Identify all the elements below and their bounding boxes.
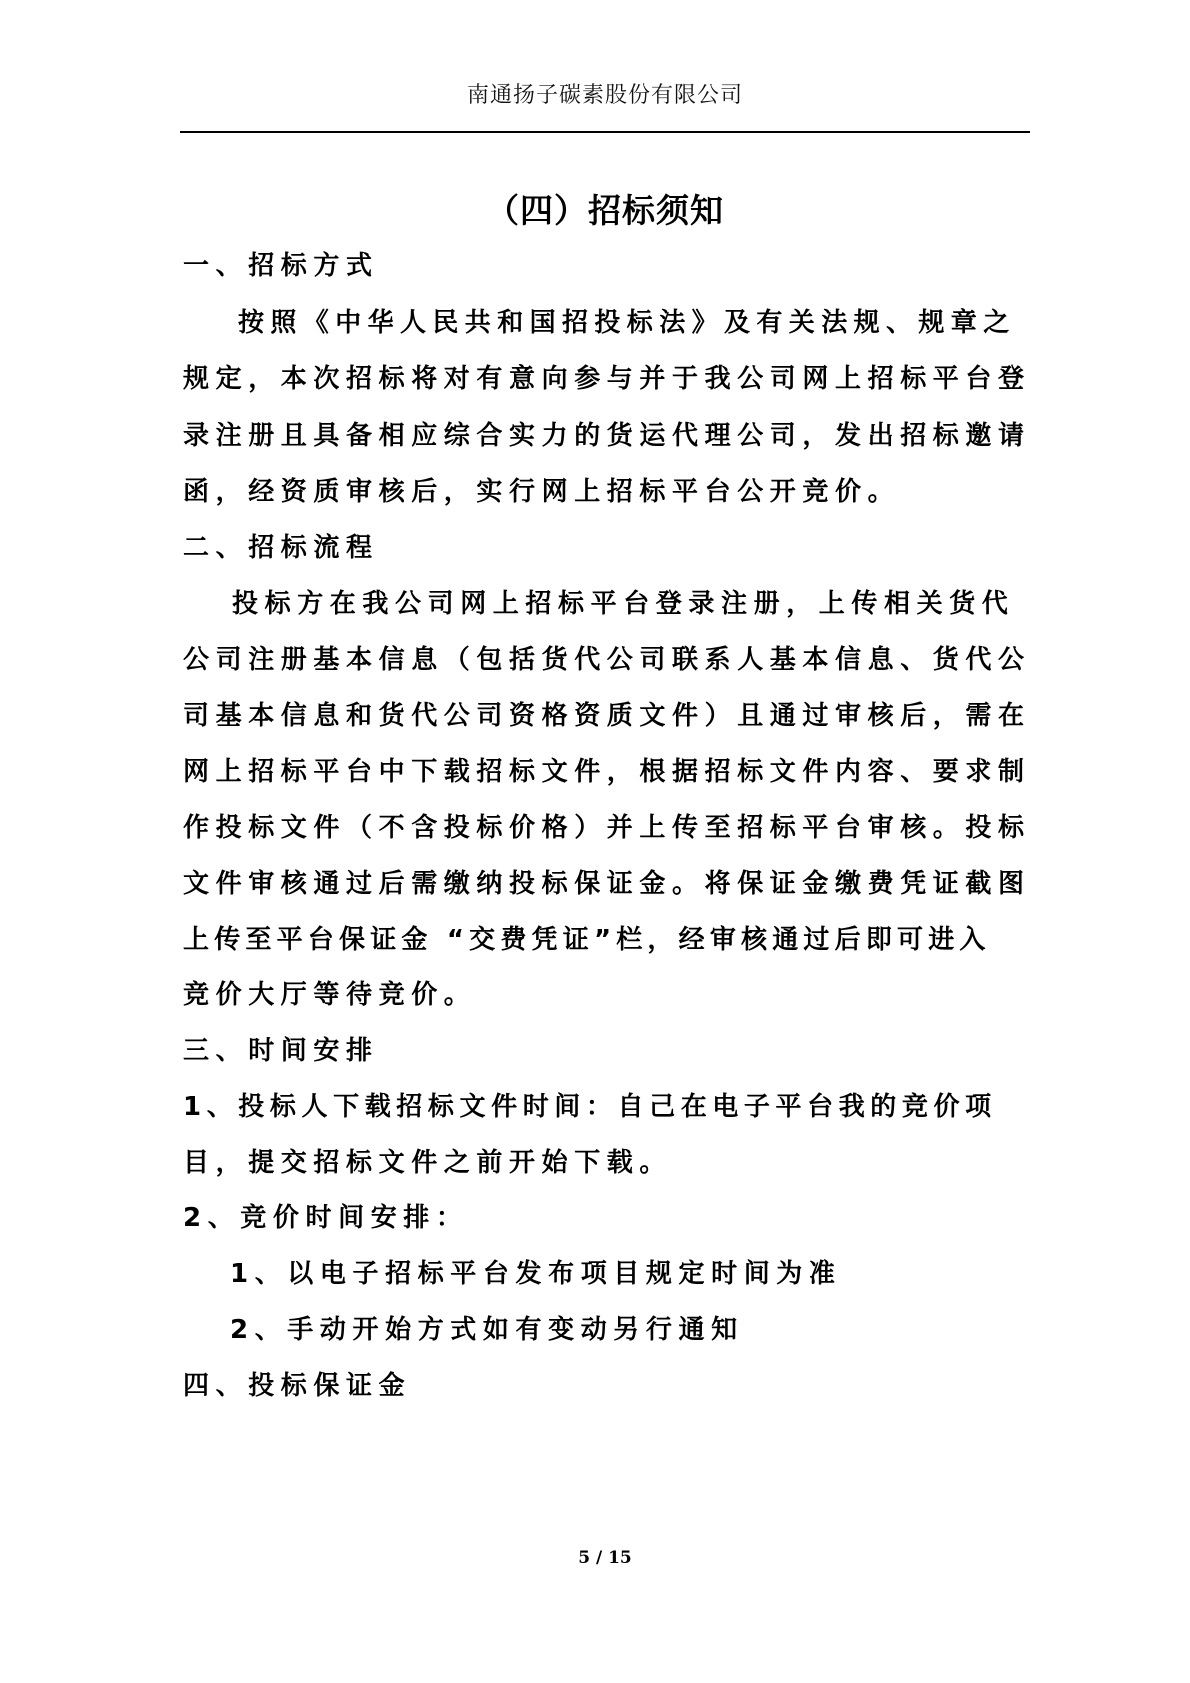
paragraph-line: 按照《中华人民共和国招投标法》及有关法规、规章之: [238, 308, 1016, 338]
section-heading: 四、投标保证金: [183, 1371, 412, 1401]
paragraph-line: 竞价大厅等待竞价。: [183, 980, 477, 1010]
paragraph-line: 规定，本次招标将对有意向参与并于我公司网上招标平台登: [183, 364, 1031, 394]
sub-list-item: 2、手动开始方式如有变动另行通知: [230, 1315, 744, 1345]
page-title: （四）招标须知: [486, 191, 724, 230]
section-heading: 一、招标方式: [183, 251, 379, 281]
paragraph-line: 文件审核通过后需缴纳投标保证金。将保证金缴费凭证截图: [183, 869, 1031, 899]
list-item: 1、投标人下载招标文件时间：自己在电子平台我的竞价项: [183, 1092, 997, 1122]
paragraph-line: 投标方在我公司网上招标平台登录注册，上传相关货代: [232, 589, 1015, 619]
page-header-company: 南通扬子碳素股份有限公司: [466, 83, 743, 108]
paragraph-line: 作投标文件（不含投标价格）并上传至招标平台审核。投标: [183, 813, 1031, 843]
paragraph-line: 录注册且具备相应综合实力的货运代理公司，发出招标邀请: [183, 421, 1031, 451]
paragraph-line: 上传至平台保证金 “交费凭证”栏，经审核通过后即可进入: [183, 925, 991, 955]
list-item: 目，提交招标文件之前开始下载。: [183, 1148, 673, 1178]
section-heading: 三、时间安排: [183, 1036, 379, 1066]
list-item: 2、竞价时间安排：: [183, 1203, 469, 1233]
page-number: 5 / 15: [578, 1548, 632, 1568]
sub-list-item: 1、以电子招标平台发布项目规定时间为准: [230, 1259, 842, 1289]
paragraph-line: 司基本信息和货代公司资格资质文件）且通过审核后，需在: [183, 701, 1031, 731]
paragraph-line: 公司注册基本信息（包括货代公司联系人基本信息、货代公: [183, 645, 1031, 675]
header-divider: [180, 131, 1030, 133]
section-heading: 二、招标流程: [183, 533, 379, 563]
paragraph-line: 网上招标平台中下载招标文件，根据招标文件内容、要求制: [183, 757, 1031, 787]
paragraph-line: 函，经资质审核后，实行网上招标平台公开竞价。: [183, 477, 901, 507]
